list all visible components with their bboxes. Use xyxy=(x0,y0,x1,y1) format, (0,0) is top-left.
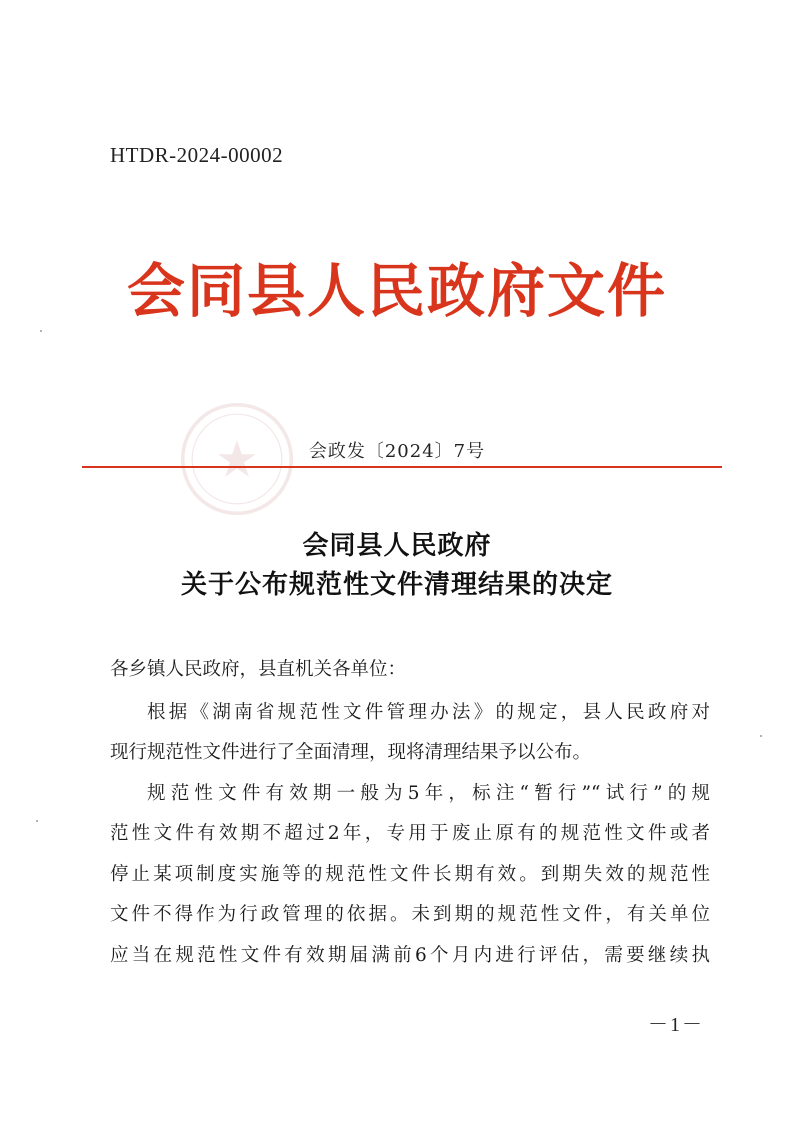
paragraph-2-line-2: 范性文件有效期不超过2年，专用于废止原有的规范性文件或者 xyxy=(110,823,710,844)
scan-speck xyxy=(760,735,762,737)
paragraph-2-line-3: 停止某项制度实施等的规范性文件长期有效。到期失效的规范性 xyxy=(110,863,710,885)
page-number: －1－ xyxy=(648,1014,704,1036)
document-title xyxy=(0,527,794,605)
header-title: 会同县人民政府文件 xyxy=(126,257,667,325)
scan-speck xyxy=(36,820,38,822)
paragraph-2-line-5: 应当在规范性文件有效期届满前6个月内进行评估，需要继续执 xyxy=(110,944,710,966)
salutation: 各乡镇人民政府，县直机关各单位： xyxy=(110,659,407,680)
document-title-line-2: 关于公布规范性文件清理结果的决定 xyxy=(180,570,613,600)
document-number: 会政发〔2024〕7号 xyxy=(308,441,486,462)
document-body xyxy=(110,650,710,976)
document-code: HTDR-2024-00002 xyxy=(110,143,284,167)
document-title-line-1: 会同县人民政府 xyxy=(302,531,492,561)
paragraph-2-line-4: 文件不得作为行政管理的依据。未到期的规范性文件，有关单位 xyxy=(110,904,710,925)
scan-speck xyxy=(40,330,42,332)
paragraph-2-line-1: 规范性文件有效期一般为5年，标注“暂行”“试行”的规 xyxy=(147,782,710,804)
paragraph-1-line-1: 根据《湖南省规范性文件管理办法》的规定，县人民政府对 xyxy=(147,701,710,723)
paragraph-1-line-2: 现行规范性文件进行了全面清理，现将清理结果予以公布。 xyxy=(110,742,592,763)
red-divider-line xyxy=(82,466,722,468)
